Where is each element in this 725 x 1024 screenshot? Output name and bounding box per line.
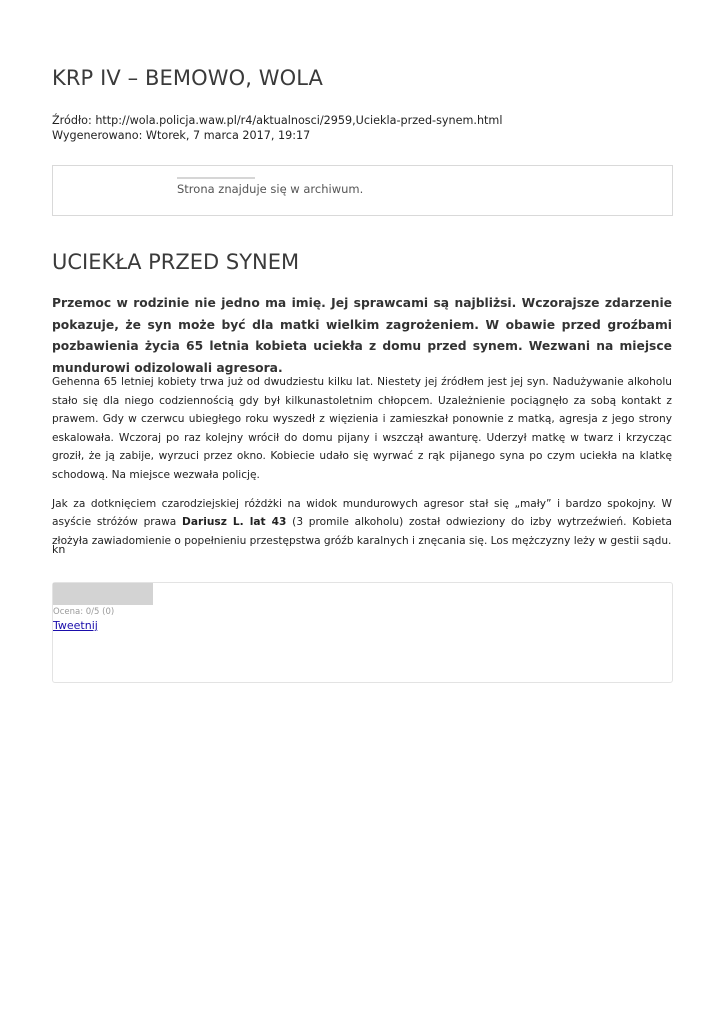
paragraph-text: (3 promile alkoholu) został odwieziony do izby wytrzeźwień. Kobieta złożyła zawiadomienie o popełnieniu przestępstwa gróźb karalnych i znęcania się. Los mężczyzny leży w gestii sądu. bbox=[52, 516, 672, 547]
archive-divider bbox=[177, 177, 255, 179]
article-paragraph: Gehenna 65 letniej kobiety trwa już od dwudziestu kilku lat. Niestety jej źródłem jest jej syn. Nadużywanie alkoholu stało się dla niego codziennością gdy był kilkunastoletnim chłopcem. Uzależnienie pociągnęło za sobą kontakt z prawem. Gdy w czerwcu ubiegłego roku wyszedł z więzienia i zamieszkał ponownie z matką, agresja z jego strony eskalowała. Wczoraj po raz kolejny wrócił do domu pijany i wszczął awanturę. Uderzył matkę w twarz i krzycząc groził, że ją zabije, wyrzuci przez okno. Kobiecie udało się wyrwać z rąk pijanego syna po czym uciekła na klatkę schodową. Na miejsce wezwała policję. bbox=[52, 376, 672, 481]
rating-panel bbox=[52, 582, 673, 683]
article-lead: Przemoc w rodzinie nie jedno ma imię. Jej sprawcami są najbliżsi. Wczorajsze zdarzenie pokazuje, że syn może być dla matki wielkim zagrożeniem. W obawie przed groźbami pozbawienia życia 65 letnia kobieta uciekła z domu przed synem. Wezwani na miejsce mundurowi odizolowali agresora. bbox=[52, 296, 672, 375]
tweet-link[interactable]: Tweetnij bbox=[53, 619, 98, 632]
article-author: kn bbox=[52, 543, 66, 556]
generated-date: Wygenerowano: Wtorek, 7 marca 2017, 19:17 bbox=[52, 128, 311, 142]
rating-label: Ocena: 0/5 (0) bbox=[53, 607, 115, 617]
archive-notice bbox=[52, 165, 673, 216]
paragraph-text: Jak za dotknięciem czarodziejskiej różdżki na widok mundurowych agresor stał się „mały” i bardzo spokojny. W asyście stróżów prawa bbox=[52, 497, 672, 529]
archive-message: Strona znajduje się w archiwum. bbox=[177, 182, 364, 196]
article-title: UCIEKŁA PRZED SYNEM bbox=[52, 250, 300, 274]
article-body bbox=[52, 373, 672, 560]
rating-stars[interactable] bbox=[53, 583, 153, 605]
suspect-name: Dariusz L. lat 43 bbox=[182, 516, 287, 529]
site-title: KRP IV – BEMOWO, WOLA bbox=[52, 66, 324, 90]
article-paragraph bbox=[52, 495, 672, 551]
source-url: Źródło: http://wola.policja.waw.pl/r4/aktualnosci/2959,Uciekla-przed-synem.html bbox=[52, 114, 503, 127]
document-meta bbox=[52, 114, 502, 143]
